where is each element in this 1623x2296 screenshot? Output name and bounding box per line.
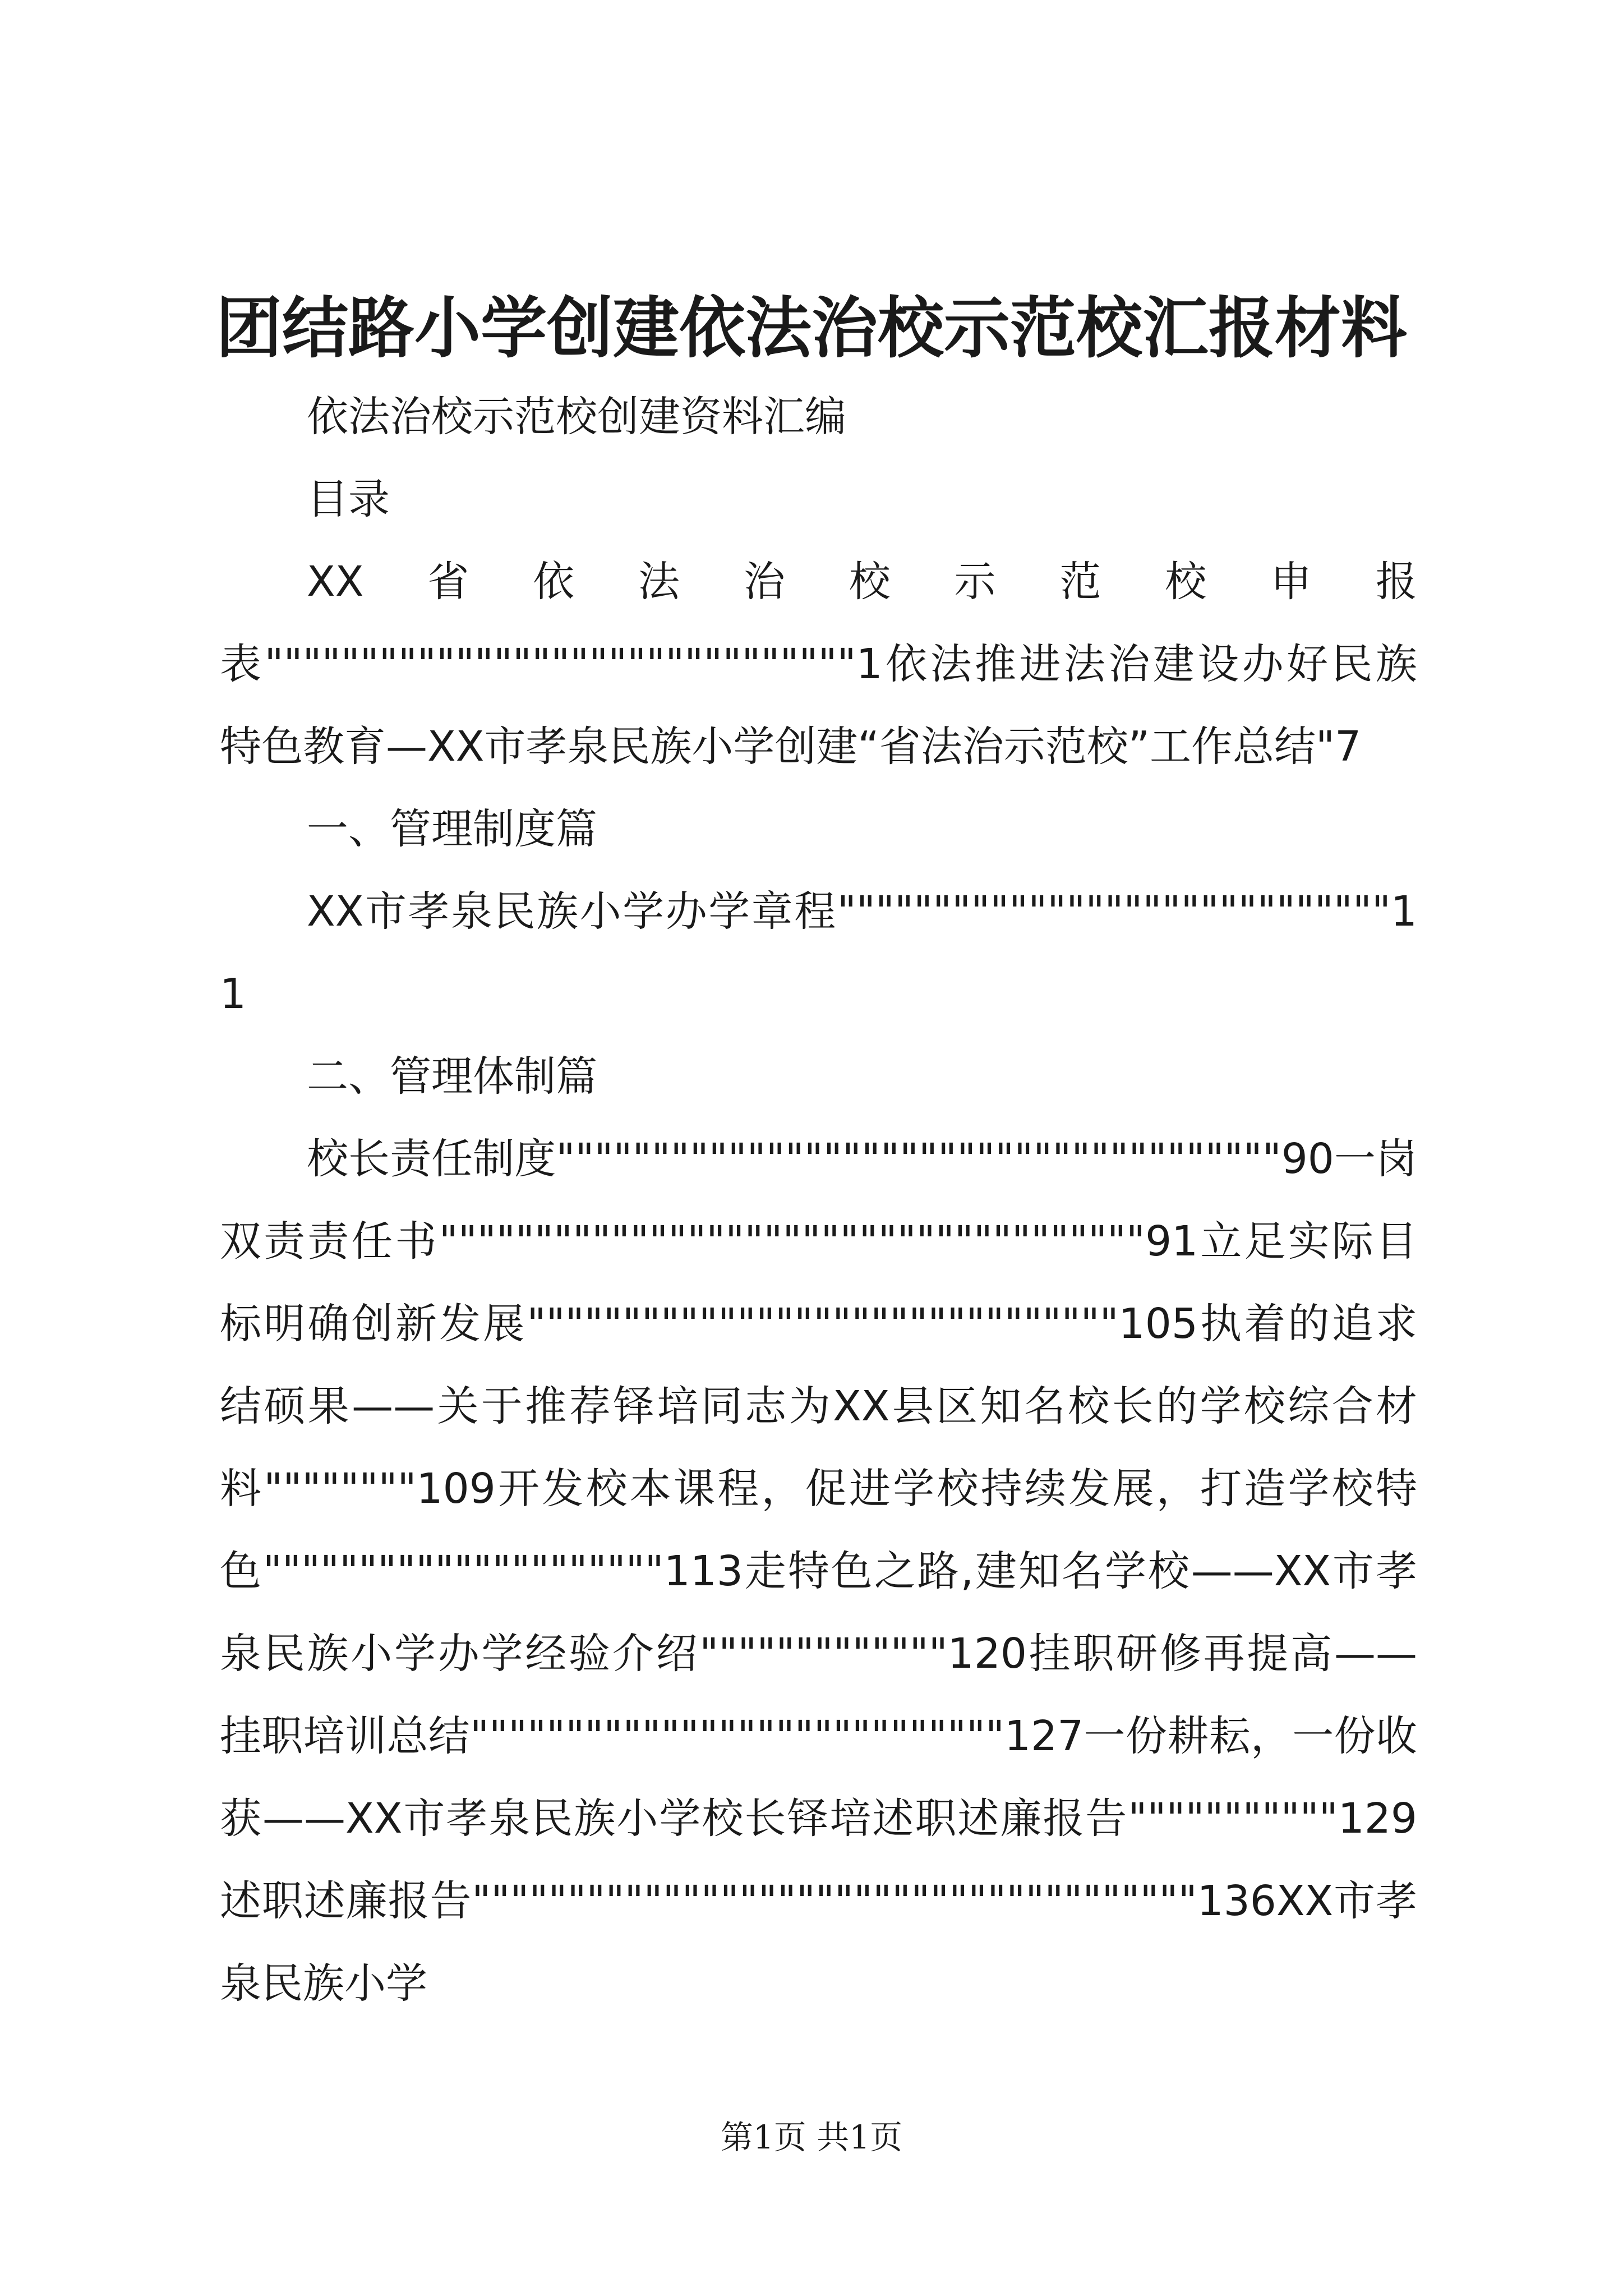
toc-entry-application: XX省依法治校示范校申报表"""""""""""""""""""""""""""""""1依法推进法治建设办好民族特色教育—XX市孝泉民族小学创建“省法治示范校”工作总结"7 [220, 558, 1417, 771]
toc-heading: 目录 [307, 475, 390, 523]
page-footer: 第1页 共1页 [720, 2118, 903, 2156]
section-heading-management-system: 一、管理制度篇 [307, 805, 597, 853]
subtitle-paragraph: 依法治校示范校创建资料汇编 [307, 393, 846, 441]
document-title: 团结路小学创建依法治校示范校汇报材料 [215, 289, 1407, 367]
toc-entry-list: 校长责任制度""""""""""""""""""""""""""""""""""""""90一岗双责责任书"""""""""""""""""""""""""""""""""""""91立足实际目标明确创新发展"""""""""""""""""""""""""""""""105执着的追求结硕果——关于推荐铎培同志为XX县区知名校长的学校综合材料""""""""109开发校本课程，促进学校持续发展，打造学校特色"""""""""""""""""""""113走特色之路,建知名学校——XX市孝泉民族小学办学经验介绍"""""""""""""120挂职研修再提高——挂职培训总结""""""""""""""""""""""""""""127一份耕耘，一份收获——XX市孝泉民族小学校长铎培述职述廉报告"""""""""""129述职述廉报告""""""""""""""""""""""""""""""""""""""136XX市孝泉民族小学 [220, 1135, 1417, 2008]
document-body [220, 376, 1417, 2025]
section-heading-management-structure: 二、管理体制篇 [307, 1052, 597, 1101]
toc-entry-charter: XX市孝泉民族小学办学章程"""""""""""""""""""""""""""""11 [220, 887, 1417, 1018]
